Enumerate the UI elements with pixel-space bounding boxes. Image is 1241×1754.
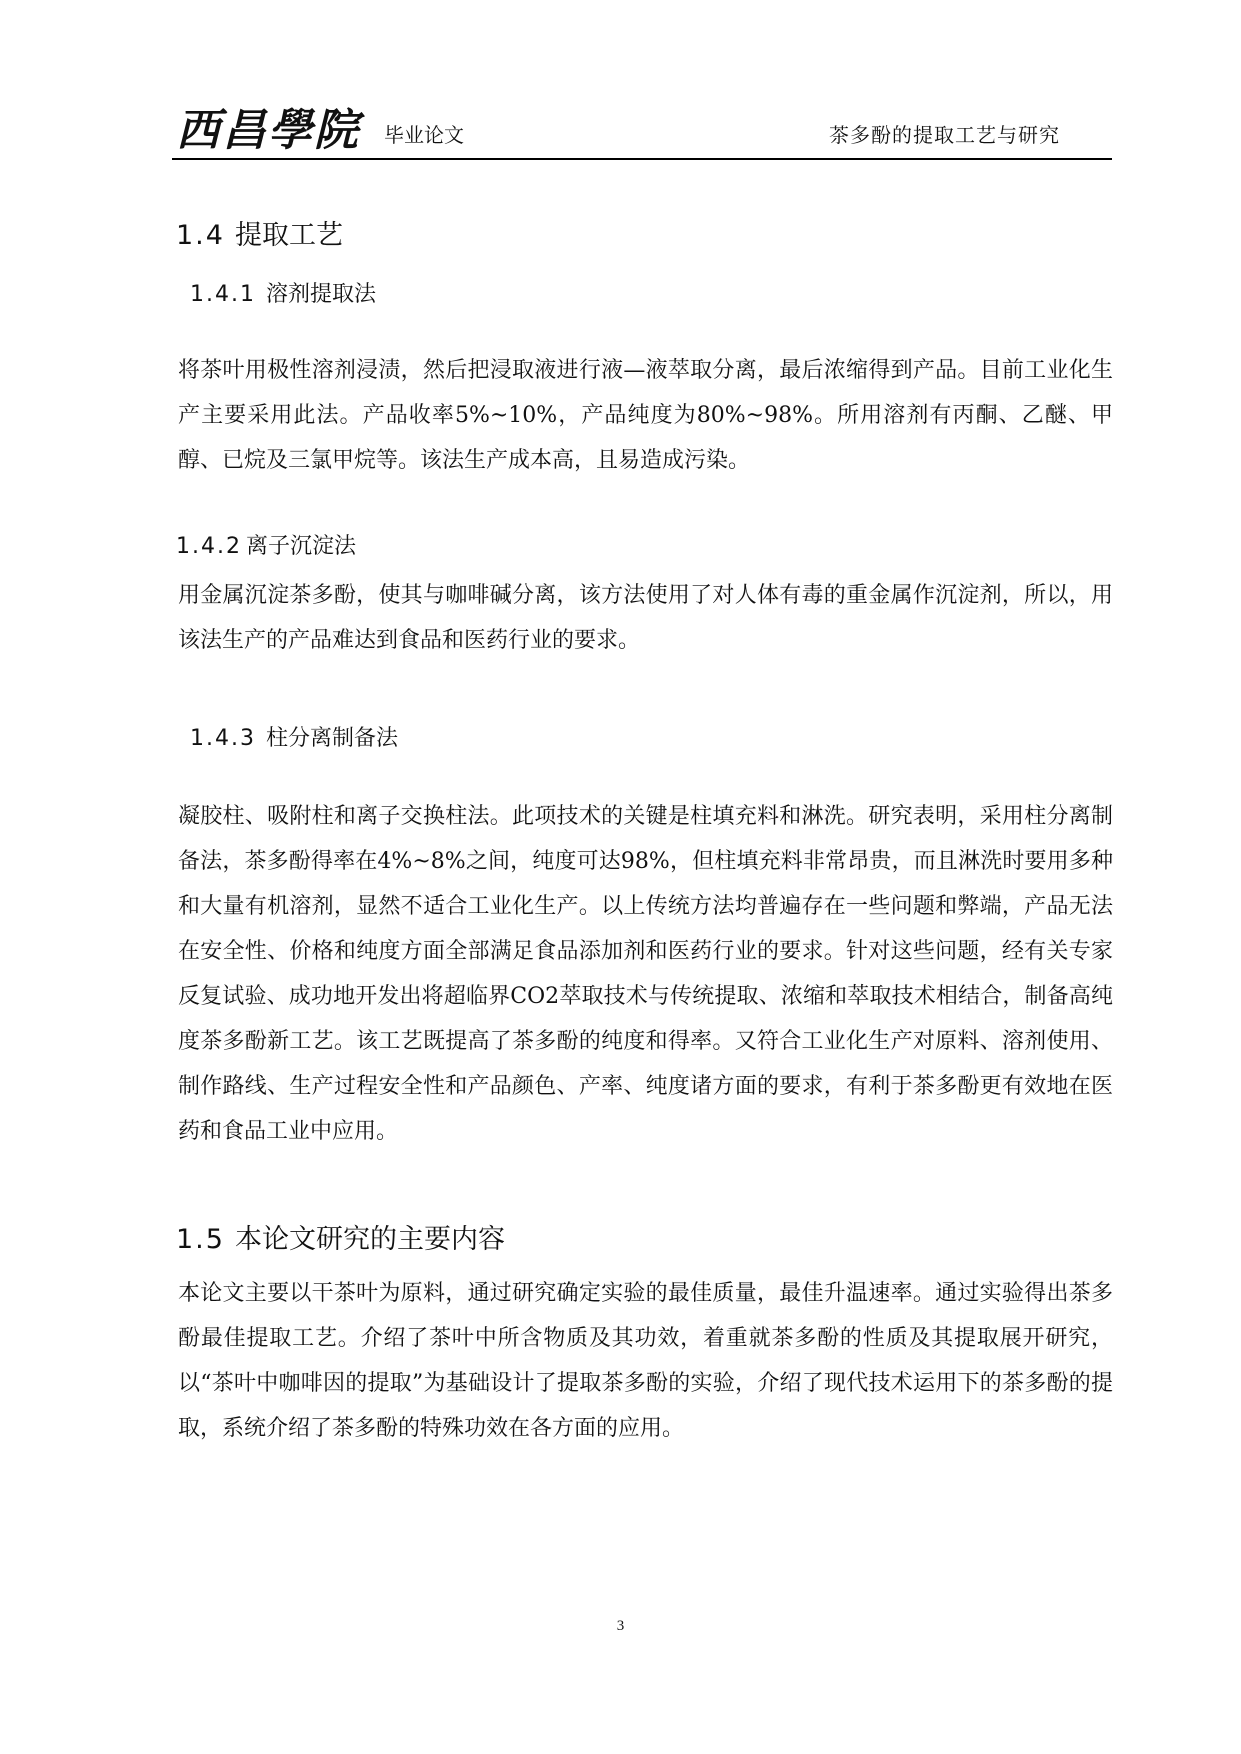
subsection-number: 1.4.1 <box>190 282 256 307</box>
section-heading-1-4 <box>176 218 343 254</box>
section-number: 1.5 <box>176 1224 225 1255</box>
paragraph-solvent-extraction: 将茶叶用极性溶剂浸渍，然后把浸取液进行液—液萃取分离，最后浓缩得到产品。目前工业化生产主要采用此法。产品收率5%~10%，产品纯度为80%~98%。所用溶剂有丙酮、乙醚、甲醇、已烷及三氯甲烷等。该法生产成本高，且易造成污染。 <box>178 358 1113 473</box>
section-heading-1-5 <box>176 1222 505 1258</box>
paragraph-column-separation: 凝胶柱、吸附柱和离子交换柱法。此项技术的关键是柱填充料和淋洗。研究表明，采用柱分离制备法，茶多酚得率在4%~8%之间，纯度可达98%，但柱填充料非常昂贵，而且淋洗时要用多种和大量有机溶剂，显然不适合工业化生产。以上传统方法均普遍存在一些问题和弊端，产品无法在安全性、价格和纯度方面全部满足食品添加剂和医药行业的要求。针对这些问题，经有关专家反复试验、成功地开发出将超临界CO2萃取技术与传统提取、浓缩和萃取技术相结合，制备高纯度茶多酚新工艺。该工艺既提高了茶多酚的纯度和得率。又符合工业化生产对原料、溶剂使用、制作路线、生产过程安全性和产品颜色、产率、纯度诸方面的要求，有利于茶多酚更有效地在医药和食品工业中应用。 <box>178 804 1113 1144</box>
subsection-title: 溶剂提取法 <box>265 282 376 307</box>
subsection-heading-1-4-3 <box>190 724 398 754</box>
paragraph-main-content: 本论文主要以干茶叶为原料，通过研究确定实验的最佳质量，最佳升温速率。通过实验得出茶多酚最佳提取工艺。介绍了茶叶中所含物质及其功效，着重就茶多酚的性质及其提取展开研究，以“茶叶中咖啡因的提取”为基础设计了提取茶多酚的实验，介绍了现代技术运用下的茶多酚的提取，系统介绍了茶多酚的特殊功效在各方面的应用。 <box>178 1281 1113 1441</box>
subsection-title: 柱分离制备法 <box>265 726 398 751</box>
subsection-number: 1.4.2 <box>176 534 242 559</box>
subsection-heading-1-4-1 <box>190 280 376 310</box>
section-title: 提取工艺 <box>234 220 343 251</box>
subsection-heading-1-4-2 <box>176 532 356 562</box>
section-number: 1.4 <box>176 220 225 251</box>
page-header <box>172 96 1112 160</box>
college-logo: 西昌學院 <box>176 105 360 156</box>
page-number: 3 <box>616 1618 625 1634</box>
paragraph-ion-precipitation: 用金属沉淀茶多酚，使其与咖啡碱分离，该方法使用了对人体有毒的重金属作沉淀剂，所以，用该法生产的产品难达到食品和医药行业的要求。 <box>178 583 1113 653</box>
section-title: 本论文研究的主要内容 <box>234 1224 505 1255</box>
logo-subtitle: 毕业论文 <box>384 123 464 147</box>
subsection-title: 离子沉淀法 <box>245 534 356 559</box>
subsection-number: 1.4.3 <box>190 726 256 751</box>
running-title: 茶多酚的提取工艺与研究 <box>829 123 1060 147</box>
